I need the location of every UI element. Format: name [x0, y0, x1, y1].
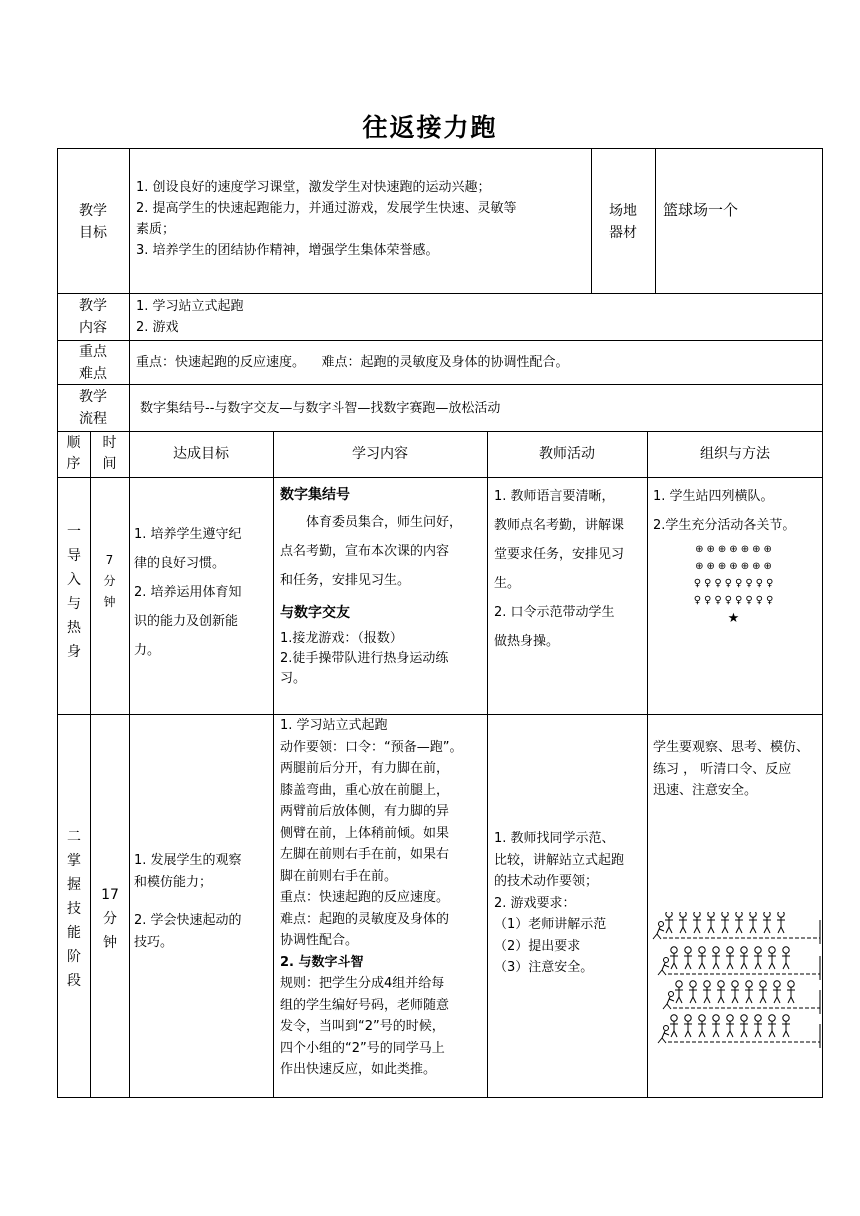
- header-time-text: 时间: [102, 435, 117, 472]
- study-line: 协调性配合。: [280, 933, 359, 948]
- study-line: 侧臂在前，上体稍前倾。如果: [280, 825, 450, 841]
- equipment-label: [591, 200, 655, 244]
- goal-line: 和模仿能力；: [134, 875, 213, 890]
- study-line: 脚在前则右手在前。: [280, 868, 398, 884]
- stage2-order: 二掌握技能阶段: [67, 829, 81, 989]
- goal-line: 1. 发展学生的观察: [134, 853, 242, 868]
- study-line: 难点：起跑的灵敏度及身体的: [280, 911, 450, 927]
- org-line: 1. 学生站四列横队。: [653, 489, 774, 504]
- study-line: 规则：把学生分成4组并给每: [280, 976, 445, 991]
- stage2-goals: [134, 850, 272, 954]
- stage2-org: [653, 737, 823, 802]
- objective-line: 2. 提高学生的快速起跑能力，并通过游戏，发展学生快速、灵敏等: [136, 201, 517, 216]
- study-heading: 与数字交友: [280, 605, 350, 621]
- study-line: 作出快速反应，如此类推。: [280, 1062, 437, 1077]
- study-line: 膝盖弯曲，重心放在前腿上，: [280, 782, 450, 798]
- goal-line: 识的能力及创新能: [134, 614, 239, 629]
- keypoints-label-text: 重点难点: [79, 344, 107, 382]
- formation-row: ⊕⊕⊕⊕⊕⊕⊕: [695, 544, 775, 555]
- teacher-line: 比较，讲解站立式起跑: [494, 852, 625, 868]
- teacher-line: 做热身操。: [494, 634, 560, 649]
- teacher-line: 的技术动作要领；: [494, 874, 599, 889]
- stage1-order: 一导入与热身: [67, 524, 81, 660]
- stage1-time-text: 7分钟: [103, 553, 116, 609]
- objectives-list: [136, 177, 586, 261]
- study-line: 1. 学习站立式起跑: [280, 718, 388, 733]
- teacher-line: 生。: [494, 576, 521, 591]
- objectives-label-text: 教学目标: [79, 203, 107, 241]
- objective-line: 3. 培养学生的团结协作精神，增强学生集体荣誉感。: [136, 243, 439, 258]
- stage2-teacher: [494, 828, 646, 979]
- stage1-teacher: [494, 482, 644, 656]
- study-line: 两腿前后分开，有力脚在前，: [280, 761, 450, 776]
- study-line: 习。: [280, 671, 307, 686]
- org-line: 迅速、注意安全。: [653, 783, 758, 798]
- relay-run-illustration: [652, 912, 822, 1058]
- teacher-line: 1. 教师找同学示范、: [494, 831, 615, 846]
- goal-line: 力。: [134, 643, 161, 658]
- teacher-line: 2. 口令示范带动学生: [494, 605, 615, 620]
- header-order: [57, 433, 90, 475]
- study-line: 点名考勤，宣布本次课的内容: [280, 544, 450, 559]
- header-goal: 达成目标: [173, 446, 229, 462]
- goal-line: 律的良好习惯。: [134, 556, 226, 571]
- goal-line: 2. 培养运用体育知: [134, 585, 242, 600]
- study-line: 体育委员集合，师生问好，: [306, 515, 463, 530]
- goal-line: 技巧。: [134, 935, 174, 950]
- goal-line: 1. 培养学生遵守纪: [134, 527, 242, 542]
- study-heading: 数字集结号: [280, 487, 350, 503]
- org-line: 2.学生充分活动各关节。: [653, 518, 796, 533]
- formation-diagram: [655, 541, 815, 629]
- study-line: 和任务，安排见习生。: [280, 573, 411, 588]
- keypoints-label: [57, 341, 129, 385]
- header-study: 学习内容: [352, 446, 408, 462]
- formation-row: ⊕⊕⊕⊕⊕⊕⊕: [695, 561, 775, 572]
- header-org: 组织与方法: [700, 446, 770, 462]
- header-teacher: 教师活动: [539, 446, 595, 462]
- content-line: 2. 游戏: [136, 320, 179, 335]
- org-line: 练习 ， 听清口令、反应: [653, 761, 792, 777]
- stage1-time: [94, 550, 125, 613]
- teacher-line: （2）提出要求: [494, 938, 581, 954]
- study-line: 组的学生编好号码，老师随意: [280, 997, 450, 1013]
- study-line: 发令，当叫到“2”号的时候，: [280, 1019, 445, 1034]
- objectives-label: [57, 200, 129, 244]
- study-line: 两臂前后放体侧，有力脚的异: [280, 804, 450, 819]
- stage2-study: [280, 715, 485, 1081]
- study-heading: 2. 与数字斗智: [280, 954, 364, 970]
- study-line: 动作要领：口令：“预备—跑”。: [280, 739, 463, 755]
- stage2-time: [96, 883, 124, 955]
- equipment-label-text: 场地器材: [609, 203, 637, 241]
- teacher-line: （1）老师讲解示范: [494, 917, 607, 932]
- stage1-org: [653, 482, 823, 540]
- formation-row: ♀♀♀♀♀♀♀♀: [693, 595, 777, 606]
- content-list: [136, 296, 586, 338]
- teacher-line: 1. 教师语言要清晰，: [494, 489, 615, 504]
- equipment-value: 篮球场一个: [663, 201, 739, 219]
- stage1-study: [280, 482, 485, 689]
- teacher-star-icon: ★: [727, 611, 743, 626]
- objective-line: 素质；: [136, 222, 176, 237]
- formation-row: ♀♀♀♀♀♀♀♀: [693, 578, 777, 589]
- teacher-line: （3）注意安全。: [494, 960, 594, 975]
- page-title: 往返接力跑: [362, 113, 498, 142]
- keypoints-text: 重点：快速起跑的反应速度。 难点：起跑的灵敏度及身体的协调性配合。: [136, 355, 569, 370]
- flow-label: [57, 386, 129, 430]
- header-time: [90, 433, 129, 475]
- study-line: 四个小组的“2”号的同学马上: [280, 1040, 445, 1056]
- flow-label-text: 教学流程: [79, 389, 107, 427]
- teacher-line: 2. 游戏要求：: [494, 895, 576, 911]
- content-label: [57, 295, 129, 339]
- content-line: 1. 学习站立式起跑: [136, 299, 244, 314]
- goal-line: 2. 学会快速起动的: [134, 913, 242, 928]
- org-line: 学生要观察、思考、模仿、: [653, 740, 810, 755]
- study-line: 重点：快速起跑的反应速度。: [280, 890, 450, 905]
- study-line: 1.接龙游戏：（报数）: [280, 631, 403, 646]
- content-label-text: 教学内容: [79, 298, 107, 336]
- teacher-line: 教师点名考勤，讲解课: [494, 518, 625, 533]
- study-line: 2.徒手操带队进行热身运动练: [280, 651, 449, 666]
- flow-text: 数字集结号--与数字交友—与数字斗智—找数字赛跑—放松活动: [140, 401, 501, 416]
- study-line: 左脚在前则右手在前，如果右: [280, 847, 450, 862]
- stage2-time-text: 17分钟: [101, 887, 119, 951]
- stage1-goals: [134, 520, 272, 665]
- header-order-text: 顺序: [66, 435, 81, 472]
- teacher-line: 堂要求任务，安排见习: [494, 547, 625, 562]
- objective-line: 1. 创设良好的速度学习课堂，激发学生对快速跑的运动兴趣；: [136, 180, 491, 195]
